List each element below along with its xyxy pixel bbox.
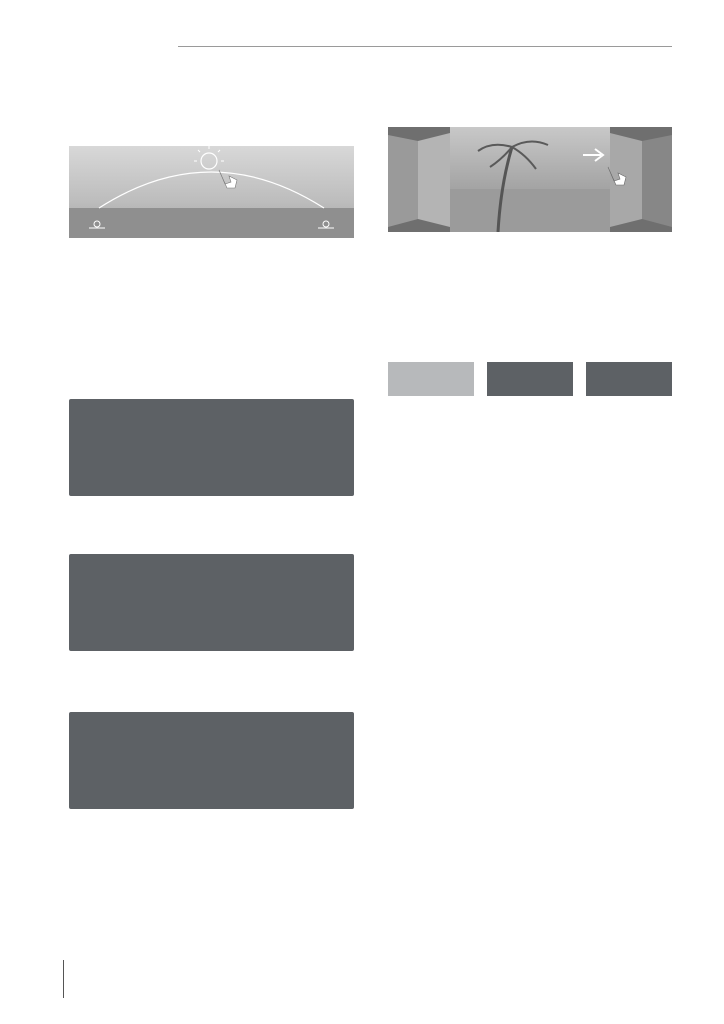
footer-divider [63, 960, 64, 998]
sunset-panel [69, 712, 354, 809]
header-rule [178, 46, 672, 47]
intensiv-button[interactable] [586, 362, 672, 396]
location-carousel-image [388, 127, 672, 232]
level-description [388, 400, 673, 420]
slider-arc-graphic [69, 146, 354, 238]
location-carousel-graphic [388, 127, 672, 232]
midday-panel [69, 554, 354, 651]
sunrise-sunset-slider-image [69, 146, 354, 238]
medium-button[interactable] [487, 362, 573, 396]
sensitiv-button[interactable] [388, 362, 474, 396]
sunrise-panel [69, 399, 354, 496]
